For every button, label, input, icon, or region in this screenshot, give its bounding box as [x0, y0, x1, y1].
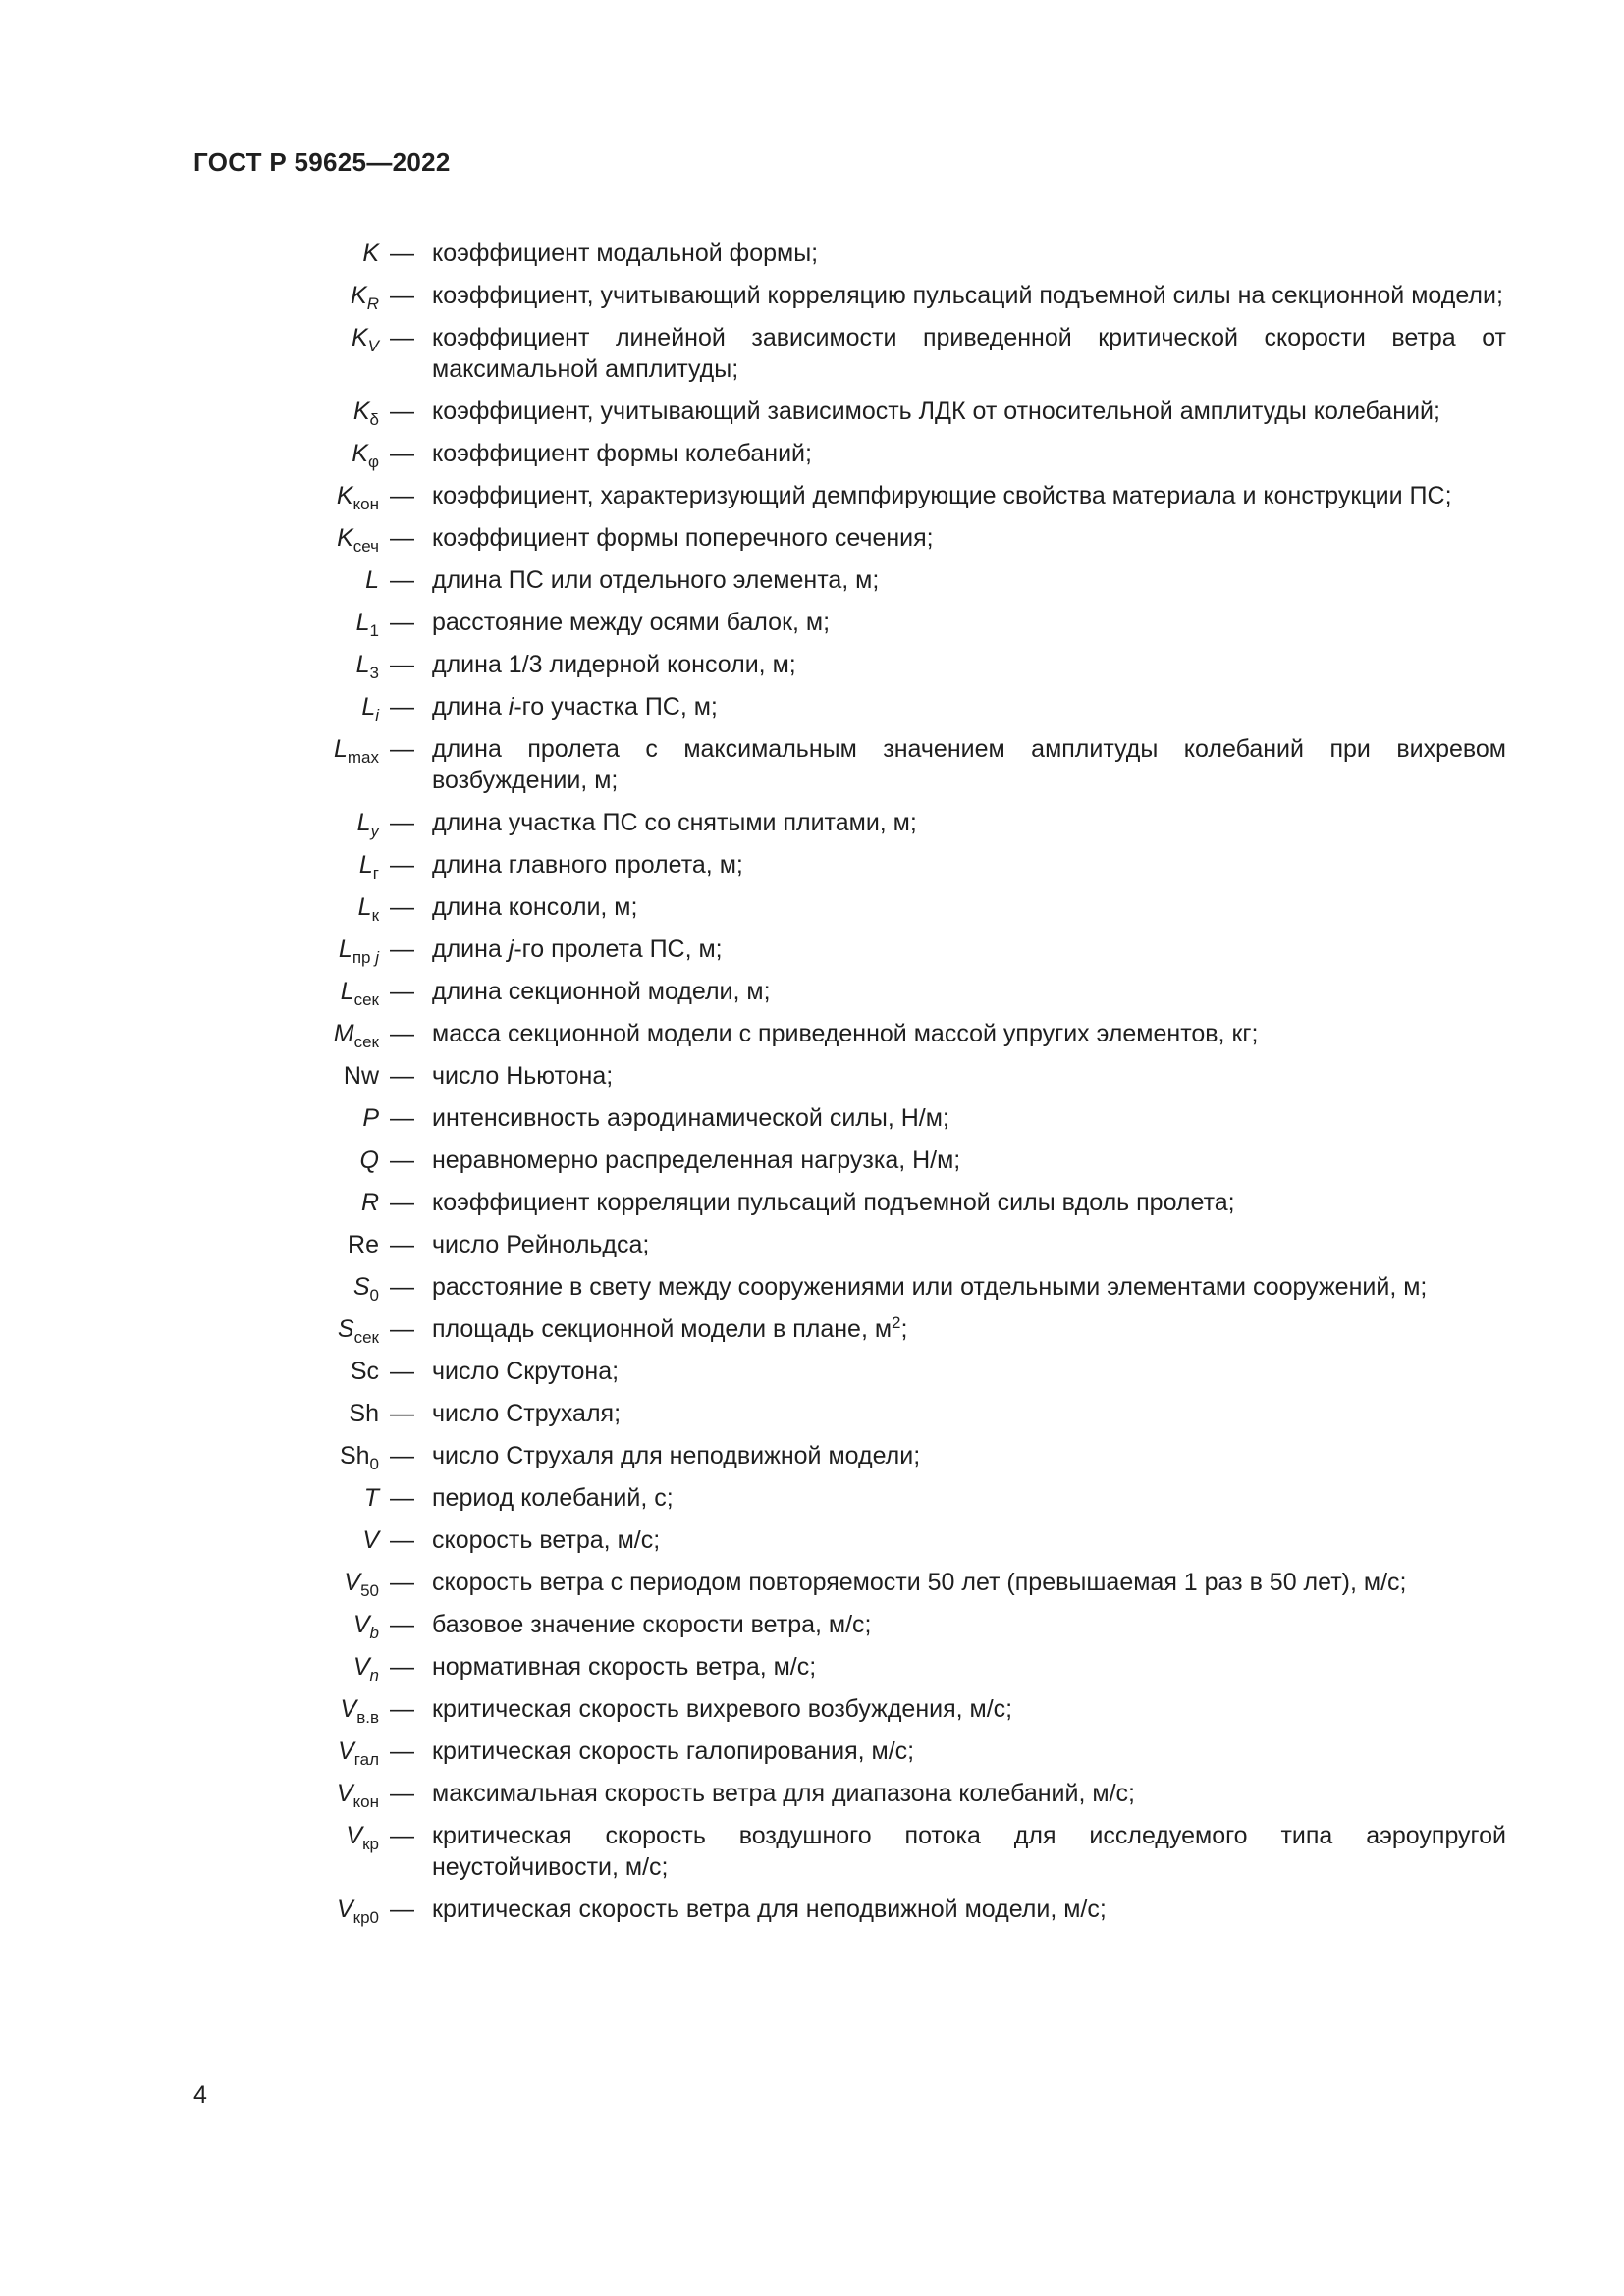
definition-text: расстояние в свету между сооружениями или отдельными элементами сооружений, м;	[432, 1273, 1428, 1301]
definition-text: период колебаний, с;	[432, 1484, 674, 1512]
symbol-base: Sh	[349, 1400, 379, 1427]
symbol-base: V	[340, 1695, 357, 1723]
definition-text: площадь секционной модели в плане, $м^2$;	[432, 1313, 908, 1343]
symbol-definitions-list	[196, 238, 1506, 1936]
em-dash: —	[383, 1231, 414, 1258]
em-dash: —	[383, 524, 414, 552]
page-number: 4	[193, 2081, 207, 2109]
symbol	[196, 438, 383, 469]
definition-text: коэффициент, характеризующий демпфирующие свойства материала и конструкции ПС;	[432, 482, 1452, 509]
definition-text: скорость ветра, м/с;	[432, 1526, 661, 1554]
definition-row	[196, 1018, 1506, 1049]
definition-row	[196, 564, 1506, 596]
symbol-base: K	[337, 524, 353, 552]
symbol	[196, 891, 383, 923]
symbol	[196, 1820, 383, 1851]
em-dash: —	[383, 735, 414, 763]
symbol-base: Sc	[350, 1358, 379, 1385]
symbol	[196, 396, 383, 427]
em-dash: —	[383, 240, 414, 267]
definition-text: длина j-го пролета ПС, м;	[432, 935, 723, 963]
symbol	[196, 1187, 383, 1218]
definition-row	[196, 1229, 1506, 1260]
em-dash: —	[383, 1896, 414, 1923]
em-dash: —	[383, 978, 414, 1005]
symbol	[196, 849, 383, 881]
em-dash: —	[383, 1020, 414, 1047]
definition-text: максимальная скорость ветра для диапазона колебаний, м/с;	[432, 1780, 1135, 1807]
definition-row	[196, 1102, 1506, 1134]
symbol-base: Re	[348, 1231, 379, 1258]
symbol	[196, 691, 383, 722]
symbol-subscript: сек	[353, 1033, 379, 1051]
symbol	[196, 1609, 383, 1640]
definition-text: длина главного пролета, м;	[432, 851, 743, 879]
em-dash: —	[383, 651, 414, 678]
definition-row	[196, 1187, 1506, 1218]
symbol-base: S	[352, 1273, 370, 1301]
symbol-subscript: гал	[353, 1750, 379, 1769]
symbol-subscript: кр	[362, 1835, 379, 1853]
symbol	[196, 733, 383, 765]
definition-row	[196, 691, 1506, 722]
symbol-base: R	[360, 1189, 379, 1216]
symbol-subscript: 1	[369, 621, 379, 640]
definition-row	[196, 1693, 1506, 1725]
symbol-base: Sh	[339, 1442, 370, 1469]
definition-text: базовое значение скорости ветра, м/с;	[432, 1611, 872, 1638]
symbol	[196, 807, 383, 838]
em-dash: —	[383, 1611, 414, 1638]
definition-row	[196, 1271, 1506, 1303]
symbol	[196, 322, 383, 353]
definition-text: коэффициент, учитывающий зависимость ЛДК от относительной амплитуды колебаний;	[432, 398, 1440, 425]
em-dash: —	[383, 566, 414, 594]
definition-row	[196, 649, 1506, 680]
em-dash: —	[383, 1189, 414, 1216]
definition-text: число Рейнольдса;	[432, 1231, 650, 1258]
symbol-base: V	[336, 1896, 353, 1923]
symbol-subscript: 0	[369, 1455, 379, 1473]
em-dash: —	[383, 609, 414, 636]
em-dash: —	[383, 893, 414, 921]
symbol-subscript: φ	[367, 453, 379, 471]
symbol-subscript: i	[375, 706, 379, 724]
symbol	[196, 1313, 383, 1345]
em-dash: —	[383, 1695, 414, 1723]
em-dash: —	[383, 1062, 414, 1090]
definition-row	[196, 1145, 1506, 1176]
definition-row	[196, 807, 1506, 838]
definition-text: масса секционной модели с приведенной массой упругих элементов, кг;	[432, 1020, 1259, 1047]
definition-row	[196, 891, 1506, 923]
em-dash: —	[383, 1315, 414, 1343]
symbol-base: L	[355, 609, 370, 636]
definition-row	[196, 1398, 1506, 1429]
symbol-base: V	[352, 1653, 370, 1681]
symbol	[196, 480, 383, 511]
em-dash: —	[383, 1780, 414, 1807]
definition-text: коэффициент формы поперечного сечения;	[432, 524, 934, 552]
definition-row	[196, 1778, 1506, 1809]
definition-text: число Струхаля для неподвижной модели;	[432, 1442, 921, 1469]
symbol-base: K	[362, 240, 379, 267]
definition-row	[196, 1735, 1506, 1767]
definition-text: длина секционной модели, м;	[432, 978, 771, 1005]
symbol-base: Nw	[343, 1062, 379, 1090]
symbol-base: K	[336, 482, 353, 509]
em-dash: —	[383, 693, 414, 721]
definition-row	[196, 1894, 1506, 1925]
symbol-base: K	[352, 440, 368, 467]
symbol	[196, 1440, 383, 1471]
document-header: ГОСТ Р 59625—2022	[193, 147, 451, 177]
em-dash: —	[383, 851, 414, 879]
symbol	[196, 1651, 383, 1682]
definition-row	[196, 280, 1506, 311]
definition-text: длина ПС или отдельного элемента, м;	[432, 566, 880, 594]
definition-text: неравномерно распределенная нагрузка, Н/м;	[432, 1147, 961, 1174]
symbol-base: Q	[359, 1147, 379, 1174]
symbol	[196, 934, 383, 965]
definition-text: скорость ветра с периодом повторяемости 50 лет (превышаемая 1 раз в 50 лет), м/с;	[432, 1569, 1407, 1596]
definition-row	[196, 1609, 1506, 1640]
definition-text: длина 1/3 лидерной консоли, м;	[432, 651, 796, 678]
definition-row	[196, 1060, 1506, 1092]
em-dash: —	[383, 935, 414, 963]
symbol-base: L	[356, 809, 371, 836]
symbol-base: K	[351, 324, 368, 351]
em-dash: —	[383, 1442, 414, 1469]
definition-text: длина участка ПС со снятыми плитами, м;	[432, 809, 917, 836]
symbol	[196, 649, 383, 680]
definition-text: длина пролета с максимальным значением амплитуды колебаний при вихревом возбуждении, м;	[432, 735, 1506, 794]
symbol	[196, 1145, 383, 1176]
symbol-base: L	[365, 566, 379, 594]
definition-text: коэффициент корреляции пульсаций подъемной силы вдоль пролета;	[432, 1189, 1235, 1216]
em-dash: —	[383, 398, 414, 425]
symbol	[196, 1778, 383, 1809]
definition-row	[196, 733, 1506, 796]
symbol	[196, 522, 383, 554]
symbol	[196, 1693, 383, 1725]
definition-text: длина i-го участка ПС, м;	[432, 693, 718, 721]
symbol-base: V	[352, 1611, 370, 1638]
symbol-subscript: пр j	[352, 948, 379, 967]
symbol-subscript: к	[371, 906, 379, 925]
symbol-subscript: 0	[369, 1286, 379, 1305]
symbol-subscript: в.в	[356, 1708, 379, 1727]
symbol	[196, 1271, 383, 1303]
symbol-base: L	[338, 935, 352, 963]
definition-row	[196, 438, 1506, 469]
symbol-subscript: R	[366, 294, 379, 313]
symbol-base: V	[344, 1569, 361, 1596]
symbol-subscript: 3	[369, 664, 379, 682]
definition-row	[196, 607, 1506, 638]
symbol-base: M	[333, 1020, 354, 1047]
symbol-base: T	[363, 1484, 379, 1512]
definition-text: критическая скорость вихревого возбуждения, м/с;	[432, 1695, 1013, 1723]
definition-row	[196, 1440, 1506, 1471]
symbol-base: L	[355, 651, 370, 678]
definition-text: интенсивность аэродинамической силы, Н/м;	[432, 1104, 949, 1132]
definition-row	[196, 1482, 1506, 1514]
em-dash: —	[383, 1358, 414, 1385]
definition-row	[196, 1820, 1506, 1883]
symbol-subscript: V	[367, 337, 379, 355]
definition-text: расстояние между осями балок, м;	[432, 609, 831, 636]
symbol-base: P	[362, 1104, 379, 1132]
symbol	[196, 1894, 383, 1925]
symbol	[196, 976, 383, 1007]
definition-row	[196, 238, 1506, 269]
symbol-subscript: сек	[353, 1328, 379, 1347]
em-dash: —	[383, 1400, 414, 1427]
symbol-base: L	[357, 893, 372, 921]
symbol-subscript: кр0	[352, 1908, 379, 1927]
definition-text: критическая скорость воздушного потока для исследуемого типа аэроупругой неустойчивости, м/с;	[432, 1822, 1506, 1881]
symbol	[196, 1524, 383, 1556]
symbol	[196, 1398, 383, 1429]
symbol	[196, 1567, 383, 1598]
em-dash: —	[383, 1822, 414, 1849]
definition-row	[196, 976, 1506, 1007]
symbol-subscript: n	[369, 1666, 379, 1684]
definition-text: коэффициент формы колебаний;	[432, 440, 812, 467]
symbol	[196, 1482, 383, 1514]
definition-text: число Скрутона;	[432, 1358, 620, 1385]
symbol	[196, 280, 383, 311]
em-dash: —	[383, 809, 414, 836]
symbol	[196, 564, 383, 596]
symbol-subscript: сек	[353, 990, 379, 1009]
definition-row	[196, 1356, 1506, 1387]
symbol-subscript: b	[369, 1624, 379, 1642]
em-dash: —	[383, 1484, 414, 1512]
symbol	[196, 238, 383, 269]
em-dash: —	[383, 440, 414, 467]
symbol-base: L	[361, 693, 376, 721]
symbol-base: L	[340, 978, 354, 1005]
symbol-subscript: y	[370, 822, 379, 840]
definition-text: коэффициент, учитывающий корреляцию пульсаций подъемной силы на секционной модели;	[432, 282, 1503, 309]
em-dash: —	[383, 1104, 414, 1132]
definition-row	[196, 322, 1506, 385]
definition-row	[196, 1524, 1506, 1556]
definition-row	[196, 1567, 1506, 1598]
symbol-subscript: 50	[360, 1581, 379, 1600]
symbol	[196, 607, 383, 638]
definition-text: коэффициент линейной зависимости приведенной критической скорости ветра от максимальной амплитуды;	[432, 324, 1506, 383]
symbol-subscript: г	[372, 864, 379, 882]
definition-row	[196, 1313, 1506, 1345]
em-dash: —	[383, 324, 414, 351]
definition-row	[196, 522, 1506, 554]
symbol-subscript: кон	[352, 495, 379, 513]
definition-text: длина консоли, м;	[432, 893, 638, 921]
definition-text: число Струхаля;	[432, 1400, 622, 1427]
symbol-base: V	[336, 1780, 353, 1807]
definition-row	[196, 849, 1506, 881]
definition-text: критическая скорость галопирования, м/с;	[432, 1737, 915, 1765]
definition-text: нормативная скорость ветра, м/с;	[432, 1653, 817, 1681]
symbol-subscript: сеч	[352, 537, 379, 556]
symbol	[196, 1229, 383, 1260]
symbol-base: L	[333, 735, 348, 763]
symbol-base: L	[358, 851, 373, 879]
definition-text: критическая скорость ветра для неподвижной модели, м/с;	[432, 1896, 1107, 1923]
em-dash: —	[383, 1526, 414, 1554]
symbol-base: V	[338, 1737, 354, 1765]
em-dash: —	[383, 1273, 414, 1301]
symbol-base: V	[362, 1526, 379, 1554]
definition-row	[196, 396, 1506, 427]
symbol-base: V	[346, 1822, 363, 1849]
symbol	[196, 1102, 383, 1134]
symbol	[196, 1060, 383, 1092]
em-dash: —	[383, 1737, 414, 1765]
definition-text: число Ньютона;	[432, 1062, 614, 1090]
em-dash: —	[383, 1569, 414, 1596]
symbol	[196, 1018, 383, 1049]
em-dash: —	[383, 482, 414, 509]
symbol-base: K	[352, 398, 370, 425]
em-dash: —	[383, 1653, 414, 1681]
em-dash: —	[383, 282, 414, 309]
definition-row	[196, 1651, 1506, 1682]
definition-row	[196, 480, 1506, 511]
symbol	[196, 1356, 383, 1387]
symbol-subscript: δ	[369, 410, 379, 429]
definition-row	[196, 934, 1506, 965]
symbol-subscript: кон	[352, 1792, 379, 1811]
symbol-base: S	[337, 1315, 354, 1343]
symbol-base: K	[351, 282, 367, 309]
definition-text: коэффициент модальной формы;	[432, 240, 819, 267]
em-dash: —	[383, 1147, 414, 1174]
symbol-subscript: max	[347, 748, 379, 767]
symbol	[196, 1735, 383, 1767]
